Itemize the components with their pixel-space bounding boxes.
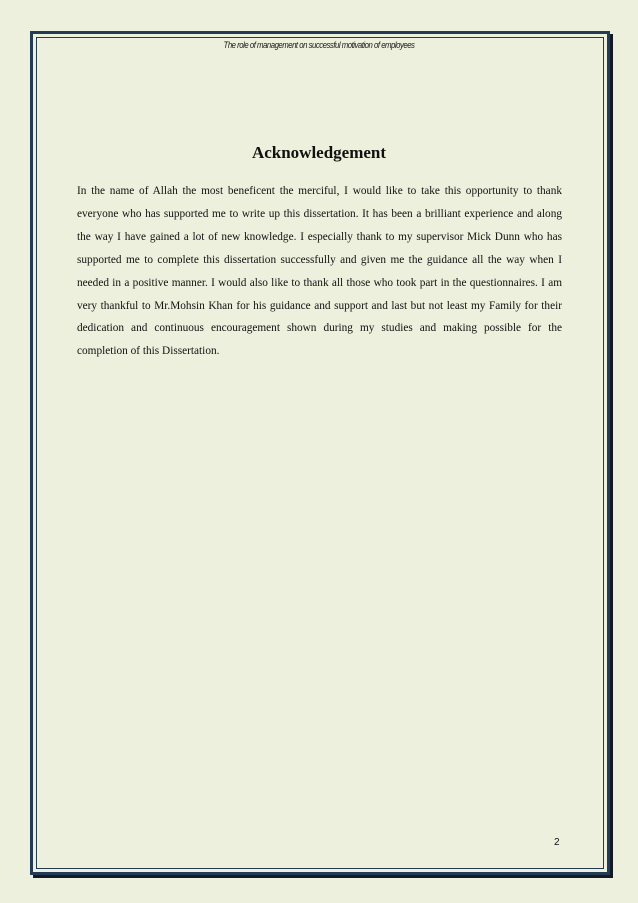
- page-title: Acknowledgement: [251, 143, 387, 162]
- running-header: The role of management on successful motivation of employees: [223, 40, 415, 51]
- page-number: 2: [554, 837, 560, 848]
- acknowledgement-body: In the name of Allah the most beneficent the merciful, I would like to take this opportunity to thank everyone who has supported me to write up this dissertation. It has been a brilliant experience and along the way I have gained a lot of new knowledge. I especially thank to my supervisor Mick Dunn who has supported me to complete this dissertation successfully and given me the guidance all the way when I needed in a positive manner. I would also like to thank all those who took part in the questionnaires. I am very thankful to Mr.Mohsin Khan for his guidance and support and last but not least my Family for their dedication and continuous encouragement shown during my studies and making possible for the completion of this Dissertation.: [77, 185, 562, 358]
